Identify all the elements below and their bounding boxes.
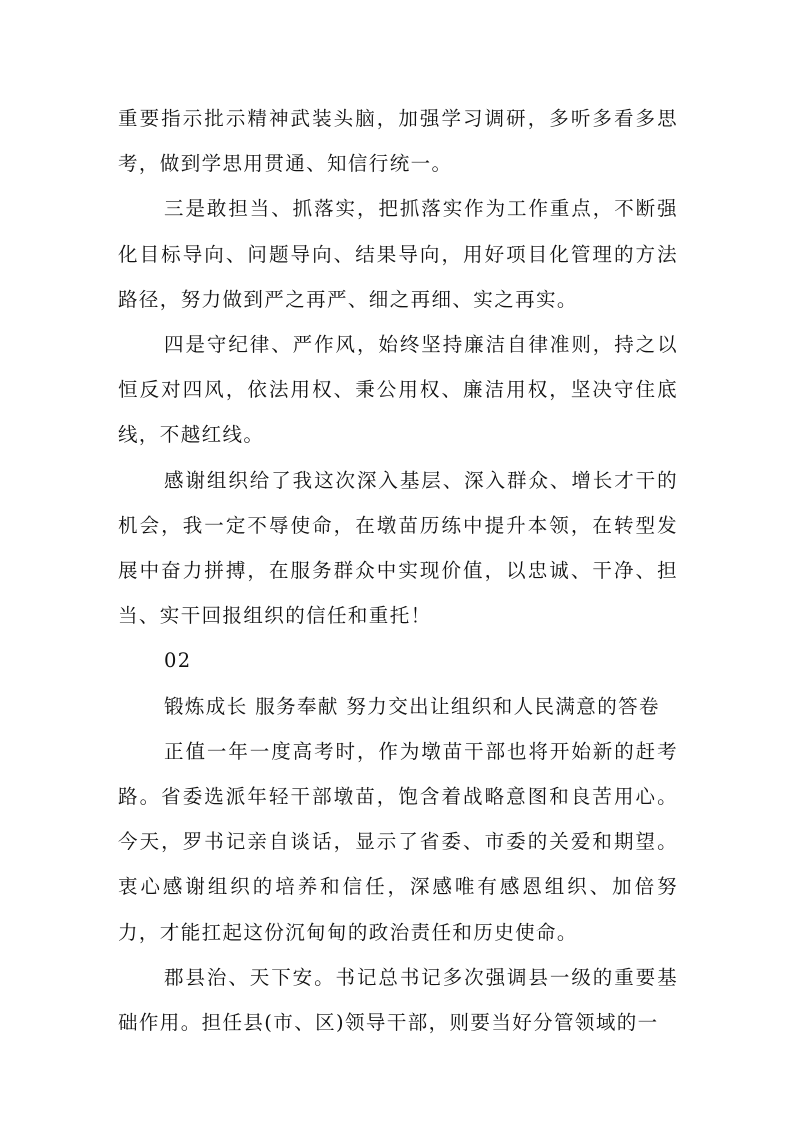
paragraph-5: 正值一年一度高考时，作为墩苗干部也将开始新的赶考路。省委选派年轻干部墩苗，饱含着战略意图和良苦用心。今天，罗书记亲自谈话，显示了省委、市委的关爱和期望。衷心感谢组织的培养和信任，深感唯有感恩组织、加倍努力，才能扛起这份沉甸甸的政治责任和历史使命。 [118, 739, 678, 944]
paragraph-2: 三是敢担当、抓落实，把抓落实作为工作重点，不断强化目标导向、问题导向、结果导向，用好项目化管理的方法路径，努力做到严之再严、细之再细、实之再实。 [118, 197, 678, 311]
section-heading: 锻炼成长 服务奉献 努力交出让组织和人民满意的答卷 [164, 694, 660, 718]
section-number: 02 [164, 649, 192, 673]
paragraph-1: 重要指示批示精神武装头脑，加强学习调研，多听多看多思考，做到学思用贯通、知信行统一。 [118, 107, 678, 176]
paragraph-6: 郡县治、天下安。书记总书记多次强调县一级的重要基础作用。担任县(市、区)领导干部，则要当好分管领域的一 [118, 965, 678, 1035]
paragraph-4: 感谢组织给了我这次深入基层、深入群众、增长才干的机会，我一定不辱使命，在墩苗历练中提升本领，在转型发展中奋力拼搏，在服务群众中实现价值，以忠诚、干净、担当、实干回报组织的信任和重托！ [118, 468, 678, 628]
paragraph-3: 四是守纪律、严作风，始终坚持廉洁自律准则，持之以恒反对四风，依法用权、秉公用权、廉洁用权，坚决守住底线，不越红线。 [118, 333, 678, 447]
document-body [118, 96, 678, 1045]
